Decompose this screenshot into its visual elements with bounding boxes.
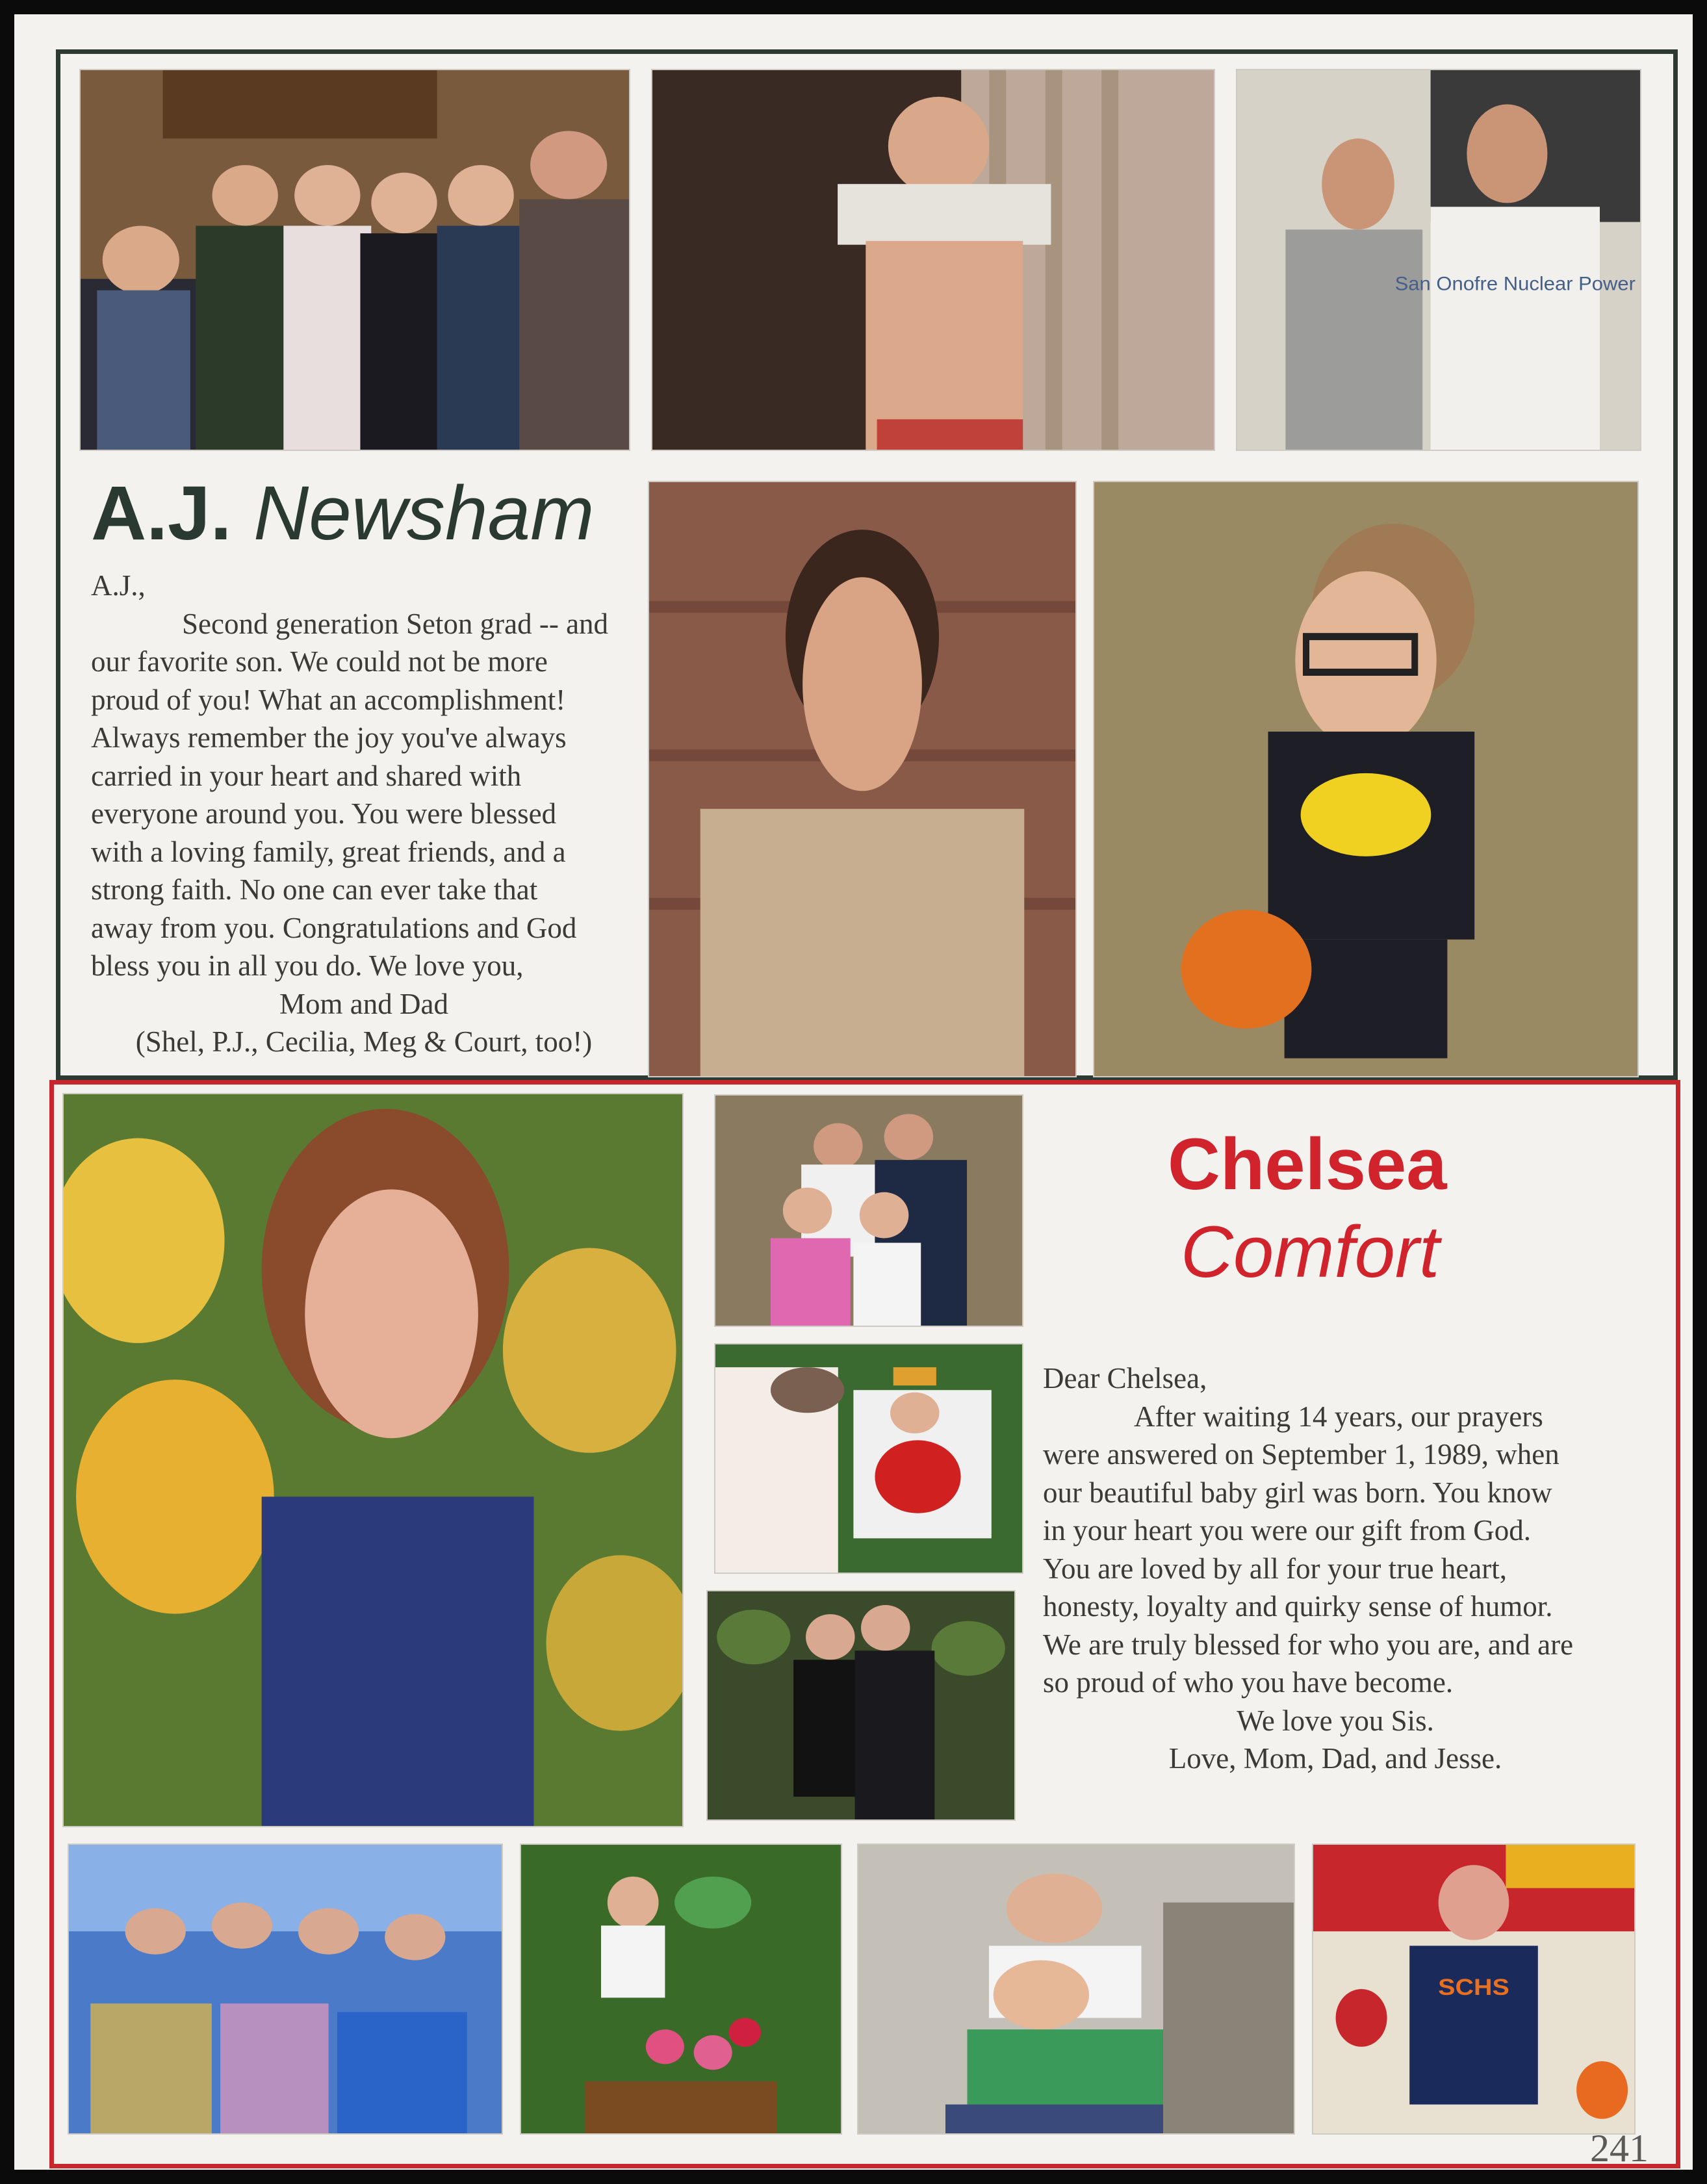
child-batman-costume-photo (1093, 481, 1639, 1077)
girl-watering-flowers-photo (520, 1844, 842, 2135)
uniform-text: SCHS (1438, 1973, 1509, 2000)
yearbook-page (14, 14, 1693, 2170)
letter-line: proud of you! What an accomplishment! (91, 683, 566, 716)
page-number: 241 (1590, 2127, 1649, 2170)
letter-line: We are truly blessed for who you are, and are (1043, 1628, 1574, 1661)
group-of-girls-formal-photo (68, 1844, 503, 2135)
family-group-photo (79, 69, 630, 451)
chelsea-letter (1043, 1359, 1628, 1778)
letter-line: You are loved by all for your true heart, (1043, 1552, 1507, 1585)
letter-signature: Mom and Dad (279, 987, 448, 1020)
two-young-men-photo (1236, 69, 1641, 451)
letter-line: were answered on September 1, 1989, when (1043, 1438, 1559, 1471)
letter-line: Always remember the joy you've always (91, 721, 567, 754)
chelsea-last-name: Comfort (1181, 1211, 1440, 1292)
letter-line: A.J., (91, 569, 146, 602)
toddler-with-crown-photo (714, 1343, 1023, 1574)
chelsea-senior-portrait (62, 1093, 684, 1827)
aj-letter (91, 567, 637, 1061)
letter-line: so proud of who you have become. (1043, 1666, 1454, 1699)
letter-line: honesty, loyalty and quirky sense of humor. (1043, 1590, 1553, 1623)
aj-last-name: Newsham (253, 470, 595, 556)
letter-line: Dear Chelsea, (1043, 1362, 1207, 1394)
letter-line: After waiting 14 years, our prayers (1134, 1400, 1543, 1433)
chelsea-formal-couple-photo (706, 1590, 1016, 1821)
shirt-text: San Onofre Nuclear Power (1394, 274, 1636, 295)
letter-line: away from you. Congratulations and God (91, 911, 577, 944)
aj-senior-portrait (648, 481, 1077, 1077)
letter-line: our favorite son. We could not be more (91, 645, 548, 678)
letter-signature: Love, Mom, Dad, and Jesse. (1168, 1742, 1502, 1775)
letter-line: carried in your heart and shared with (91, 759, 522, 792)
letter-line: everyone around you. You were blessed (91, 797, 557, 830)
chelsea-first-name: Chelsea (1168, 1124, 1447, 1205)
letter-line: our beautiful baby girl was born. You know (1043, 1476, 1552, 1509)
letter-line: in your heart you were our gift from God. (1043, 1514, 1532, 1547)
girls-piggyback-photo (857, 1844, 1295, 2135)
letter-line: bless you in all you do. We love you, (91, 949, 524, 982)
cheerleader-photo (1312, 1844, 1636, 2135)
family-of-four-photo (714, 1094, 1023, 1327)
letter-line: Second generation Seton grad -- and (182, 607, 609, 640)
letter-line: with a loving family, great friends, and a (91, 835, 566, 868)
aj-first-name: A.J. (91, 470, 232, 556)
letter-signature: (Shel, P.J., Cecilia, Meg & Court, too!) (135, 1025, 593, 1058)
letter-signature: We love you Sis. (1237, 1704, 1434, 1737)
boy-flexing-photo (651, 69, 1215, 451)
letter-line: strong faith. No one can ever take that (91, 873, 538, 906)
